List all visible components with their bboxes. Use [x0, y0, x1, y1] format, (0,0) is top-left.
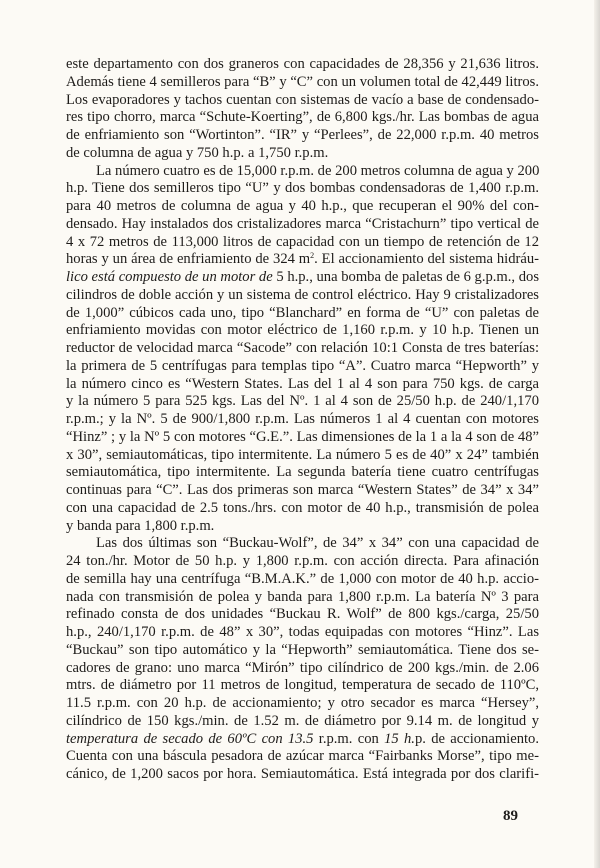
- text-line: semiautomática, tipo intermitente. La segunda batería tiene cuatro centrífugas: [66, 464, 539, 481]
- text-line: enfriamiento movidas con motor eléctrico de 1,160 r.p.m. y 10 h.p. Tienen un: [66, 322, 539, 339]
- text-line: la número cinco es “Western States. Las del 1 al 4 son para 750 kgs. de carga: [66, 375, 539, 392]
- text-segment: 5 h.p., una bomba de paletas de 6 g.p.m., dos: [272, 269, 540, 285]
- text-line: cánico, de 1,200 sacos por hora. Semiautomática. Está integrada por dos clarifi-: [66, 766, 539, 782]
- text-line: este departamento con dos graneros con capacidades de 28,356 y 21,636 litros.: [66, 56, 539, 72]
- text-line: res tipo chorro, marca “Schute-Koerting”, de 6,800 kgs./hr. Las bombas de agua: [66, 109, 539, 126]
- italic-segment: lico está compuesto de un motor de: [66, 269, 273, 285]
- text-segment: p. de accionamiento.: [414, 730, 540, 747]
- text-line: cilindros de doble acción y un sistema de control eléctrico. Hay 9 cristalizadores: [66, 286, 539, 303]
- text-line: 4 x 72 metros de 113,000 litros de capacidad con un tiempo de retención de 12: [66, 233, 539, 250]
- text-line: para 40 metros de columna de agua y 40 h.p., que recuperan el 90% del con-: [66, 198, 539, 214]
- text-line: refinado consta de dos unidades “Buckau R. Wolf” de 800 kgs./carga, 25/50: [66, 606, 539, 623]
- body-text: [66, 56, 539, 784]
- text-line: cadores de grano: uno marca “Mirón” tipo cilíndrico de 200 kgs./min. de 2.06: [66, 659, 539, 676]
- paragraph-3: [66, 535, 539, 784]
- page-edge-shadow: [594, 0, 600, 868]
- text-line: h.p., 240/1,170 r.p.m. de 48” x 30”, todas equipadas con motores “Hinz”. Las: [66, 624, 539, 640]
- text-line: de 1,000” cúbicos cada uno, tipo “Blanchard” en forma de “U” con paletas de: [66, 304, 539, 321]
- text-segment: r.p.m. con: [313, 730, 385, 747]
- text-line: mtrs. de diámetro por 11 metros de longitud, temperatura de secado de 110ºC,: [66, 677, 539, 694]
- text-line: de semilla hay una centrífuga “B.M.A.K.” de 1,000 con motor de 40 h.p. accio-: [66, 570, 539, 587]
- page-number: 89: [503, 808, 518, 824]
- text-line: Además tiene 4 semilleros para “B” y “C” con un volumen total de 42,449 litros.: [66, 73, 539, 90]
- text-line: 11.5 r.p.m. con 20 h.p. de accionamiento; y otro secador es marca “Hersey”,: [66, 695, 539, 711]
- superscript: 2: [310, 251, 315, 261]
- italic-segment: 15 h.: [384, 730, 415, 747]
- text-line: y banda para 1,800 r.p.m.: [66, 517, 215, 534]
- text-segment: horas y un área de enfriamiento de 324 m: [66, 251, 311, 268]
- text-line: continuas para “C”. Las dos primeras son marca “Western States” de 34” x 34”: [66, 482, 539, 498]
- text-line: la primera de 5 centrífugas para templas tipo “A”. Cuatro marca “Hepworth” y: [66, 357, 539, 374]
- text-line: h.p. Tiene dos semilleros tipo “U” y dos bombas condensadoras de 1,400 r.p.m.: [66, 180, 539, 197]
- paragraph-2: [66, 163, 539, 536]
- paragraph-1: [66, 56, 539, 163]
- text-line: Cuenta con una báscula pesadora de azúcar marca “Fairbanks Morse”, tipo me-: [66, 748, 539, 765]
- text-line: Las dos últimas son “Buckau-Wolf”, de 34” x 34” con una capacidad de: [96, 535, 539, 552]
- text-line: “Hinz” ; y la Nº 5 con motores “G.E.”. Las dimensiones de la 1 a la 4 son de 48”: [66, 428, 539, 445]
- text-segment: . El accionamiento del sistema hidráu-: [314, 251, 539, 268]
- text-line: cilíndrico de 150 kgs./min. de 1.52 m. de diámetro por 9.14 m. de longitud y: [66, 712, 539, 729]
- text-line: densado. Hay instalados dos cristalizadores marca “Cristachurn” tipo vertical de: [66, 215, 539, 232]
- text-line: reductor de velocidad marca “Sacode” con relación 10:1 Consta de tres baterías:: [66, 340, 539, 356]
- text-line: de columna de agua y 750 h.p. a 1,750 r.p.m.: [66, 144, 329, 161]
- text-line-mixed-italic: [66, 731, 539, 749]
- text-line: de enfriamiento son “Wortinton”. “IR” y “Perlees”, de 22,000 r.p.m. 40 metros: [66, 127, 539, 143]
- italic-segment: temperatura de secado de 60ºC con 13.5: [66, 730, 314, 747]
- text-line: r.p.m.; y la Nº. 5 de 900/1,800 r.p.m. Las números 1 al 4 cuentan con motores: [66, 411, 539, 427]
- text-line: con una capacidad de 2.5 tons./hrs. con motor de 40 h.p., transmisión de polea: [66, 499, 539, 516]
- text-line: La número cuatro es de 15,000 r.p.m. de 200 metros columna de agua y 200: [96, 162, 540, 179]
- text-line-mixed-italic: [66, 269, 539, 287]
- text-line-with-superscript: [66, 251, 539, 269]
- text-line: Los evaporadores y tachos cuentan con sistemas de vacío a base de condensado-: [66, 91, 539, 108]
- text-line: 24 ton./hr. Motor de 50 h.p. y 1,800 r.p.m. con acción directa. Para afinación: [66, 553, 539, 569]
- text-line: nada con transmisión de polea y banda para 1,800 r.p.m. La batería Nº 3 para: [66, 588, 539, 605]
- text-line: “Buckau” son tipo automático y la “Hepworth” semiautomática. Tiene dos se-: [66, 641, 539, 658]
- text-line: y la número 5 para 525 kgs. Las del Nº. 1 al 4 son de 25/50 h.p. de 240/1,170: [66, 393, 539, 410]
- text-line: x 30”, semiautomáticas, tipo intermitente. La número 5 es de 40” x 24” también: [66, 446, 539, 463]
